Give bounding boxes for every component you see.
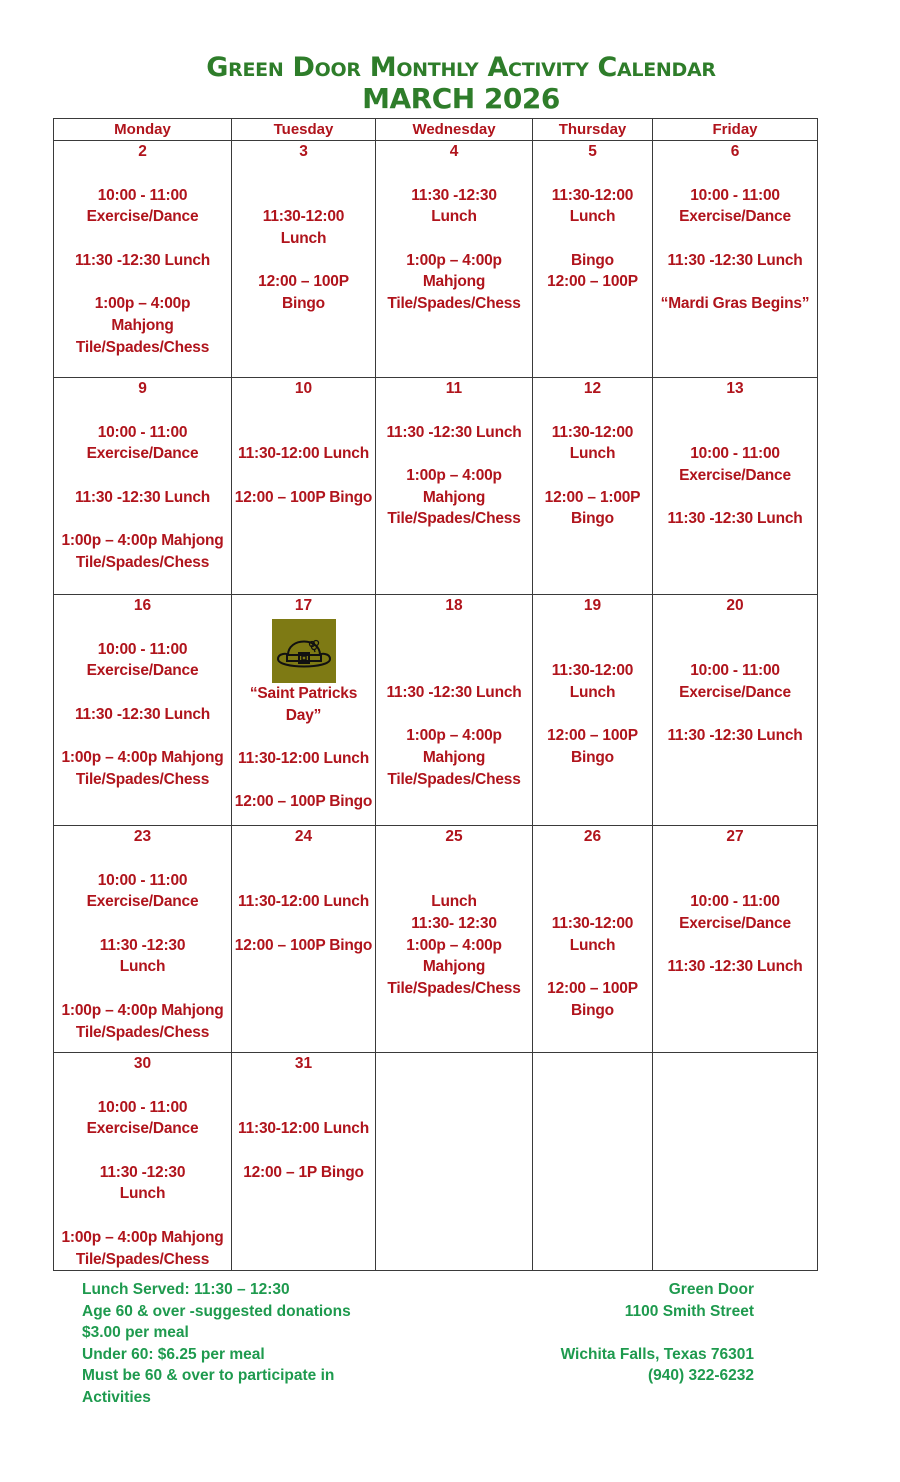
activity-line: Mahjong xyxy=(111,316,174,334)
activity-line xyxy=(376,400,532,422)
activity-line: 1:00p – 4:00p xyxy=(406,936,502,954)
day-cell xyxy=(376,826,533,1053)
activity-line: 11:30 -12:30 Lunch xyxy=(667,510,803,528)
day-cell xyxy=(533,141,653,378)
activity-line: 11:30 -12:30 Lunch xyxy=(386,684,522,702)
activity-list xyxy=(232,848,375,956)
activity-line xyxy=(232,913,375,935)
day-number: 23 xyxy=(133,828,152,845)
activity-line: 11:30 -12:30 xyxy=(99,1163,186,1181)
day-number: 11 xyxy=(445,380,463,397)
day-cell xyxy=(232,595,376,826)
day-number xyxy=(376,1053,532,1075)
activity-list xyxy=(54,400,231,574)
activity-line xyxy=(54,1140,231,1162)
activity-line xyxy=(653,870,817,892)
week-row xyxy=(54,141,818,378)
activity-line: Lunch xyxy=(569,936,616,954)
activity-line xyxy=(376,163,532,185)
activity-list xyxy=(653,848,817,978)
activity-list xyxy=(653,163,817,315)
activity-line: Bingo xyxy=(282,295,325,313)
activity-line xyxy=(533,891,652,913)
activity-line: Bingo xyxy=(571,749,614,767)
day-cell xyxy=(376,378,533,595)
day-number: 12 xyxy=(583,380,602,397)
activity-line: 1:00p – 4:00p Mahjong xyxy=(61,749,224,767)
activity-line xyxy=(533,704,652,726)
activity-line: 11:30-12:00 xyxy=(262,208,345,226)
day-cell xyxy=(232,141,376,378)
activity-line: 11:30-12:00 Lunch xyxy=(238,445,369,463)
activity-line: 11:30- 12:30 xyxy=(411,915,497,933)
activity-line: 11:30-12:00 Lunch xyxy=(238,893,369,911)
lunch-info-line: Lunch Served: 11:30 – 12:30 xyxy=(82,1281,290,1298)
activity-list xyxy=(653,400,817,530)
activity-line: 12:00 – 100P xyxy=(547,273,638,291)
address-line: 1100 Smith Street xyxy=(624,1302,754,1320)
activity-line xyxy=(653,639,817,661)
activity-line: Tile/Spades/Chess xyxy=(387,295,521,313)
empty-day-cell xyxy=(653,1053,818,1271)
activity-line xyxy=(54,508,231,530)
activity-line xyxy=(232,870,375,892)
activity-line xyxy=(232,422,375,444)
activity-line xyxy=(54,617,231,639)
activity-line: 1:00p – 4:00p xyxy=(406,467,502,485)
activity-line xyxy=(232,400,375,422)
activity-line: 11:30 -12:30 xyxy=(99,936,186,954)
activity-line: 12:00 – 100P xyxy=(258,273,349,291)
activity-line xyxy=(54,465,231,487)
day-number: 18 xyxy=(445,597,463,614)
address-line: Green Door xyxy=(668,1281,754,1298)
activity-line xyxy=(376,848,532,870)
activity-line: Tile/Spades/Chess xyxy=(75,553,210,571)
activity-line: Tile/Spades/Chess xyxy=(75,770,210,788)
activity-line xyxy=(54,1075,231,1097)
activity-line xyxy=(653,487,817,509)
activity-line: 11:30 -12:30 Lunch xyxy=(386,423,522,441)
activity-list xyxy=(533,617,652,769)
day-number: 5 xyxy=(588,143,597,160)
weekday-monday: Monday xyxy=(54,119,232,141)
activity-line: Tile/Spades/Chess xyxy=(387,510,521,528)
activity-line xyxy=(54,913,231,935)
activity-line: 10:00 - 11:00 xyxy=(97,423,188,441)
activity-list xyxy=(653,617,817,747)
weekday-friday: Friday xyxy=(653,119,818,141)
day-number: 4 xyxy=(449,143,459,160)
day-number xyxy=(653,1053,817,1075)
week-row xyxy=(54,826,818,1053)
activity-line: 1:00p – 4:00p Mahjong xyxy=(61,1001,224,1019)
activity-line: Bingo xyxy=(571,1001,614,1019)
activity-line: 10:00 - 11:00 xyxy=(97,186,188,204)
activity-line: Tile/Spades/Chess xyxy=(387,770,521,788)
address-line: (940) 322-6232 xyxy=(648,1367,754,1385)
activity-line xyxy=(54,228,231,250)
activity-line: Bingo xyxy=(571,510,614,528)
day-number: 19 xyxy=(583,597,602,614)
activity-line xyxy=(232,163,375,185)
activity-line: Exercise/Dance xyxy=(86,662,199,680)
activity-line xyxy=(653,617,817,639)
activity-list xyxy=(54,163,231,358)
weekday-wednesday: Wednesday xyxy=(376,119,533,141)
activity-list xyxy=(232,163,375,315)
day-number: 27 xyxy=(726,828,744,845)
day-number: 3 xyxy=(299,143,308,160)
day-cell xyxy=(376,141,533,378)
activity-line xyxy=(54,1205,231,1227)
activity-line xyxy=(54,978,231,1000)
activity-line: Exercise/Dance xyxy=(679,684,791,702)
activity-line xyxy=(533,639,652,661)
activity-line: Tile/Spades/Chess xyxy=(387,980,521,998)
activity-line xyxy=(232,726,375,748)
activity-line xyxy=(653,228,817,250)
activity-line xyxy=(376,639,532,661)
week-row xyxy=(54,595,818,826)
day-number: 25 xyxy=(445,828,463,845)
activity-line: 12:00 – 100P xyxy=(547,980,638,998)
activity-line: 11:30 -12:30 Lunch xyxy=(667,958,803,976)
activity-line: 10:00 - 11:00 xyxy=(690,186,780,204)
activity-line: 12:00 – 1:00P xyxy=(544,488,641,506)
activity-line xyxy=(533,400,652,422)
day-cell xyxy=(54,595,232,826)
day-number: 6 xyxy=(730,143,740,160)
activity-line xyxy=(653,935,817,957)
activity-line xyxy=(232,848,375,870)
day-number: 13 xyxy=(726,380,744,397)
activity-line: Exercise/Dance xyxy=(86,208,199,226)
day-cell xyxy=(54,1053,232,1271)
activity-line: 10:00 - 11:00 xyxy=(97,871,188,889)
activity-line: 11:30-12:00 xyxy=(551,662,634,680)
activity-list xyxy=(376,617,532,791)
address-info xyxy=(561,1279,754,1387)
activity-line: 12:00 – 100P Bingo xyxy=(234,793,373,811)
day-cell xyxy=(653,141,818,378)
empty-day-cell xyxy=(533,1053,653,1271)
activity-line xyxy=(232,770,375,792)
lunch-info-line: Under 60: $6.25 per meal xyxy=(82,1345,265,1363)
week-row xyxy=(54,1053,818,1271)
activity-list xyxy=(232,400,375,508)
activity-line: Lunch xyxy=(569,684,616,702)
activity-line: 10:00 - 11:00 xyxy=(97,640,188,658)
activity-line xyxy=(54,848,231,870)
activity-line xyxy=(232,1075,375,1097)
activity-line xyxy=(376,870,532,892)
activity-line xyxy=(232,1140,375,1162)
activity-line xyxy=(232,250,375,272)
activity-line: Exercise/Dance xyxy=(86,445,199,463)
activity-line: 10:00 - 11:00 xyxy=(97,1098,188,1116)
activity-line xyxy=(54,682,231,704)
activity-line xyxy=(653,163,817,185)
activity-line: 11:30 -12:30 Lunch xyxy=(74,251,211,269)
activity-line: “Mardi Gras Begins” xyxy=(660,295,810,313)
activity-list xyxy=(54,848,231,1043)
address-line: Wichita Falls, Texas 76301 xyxy=(560,1345,754,1363)
activity-line: 12:00 – 1P Bingo xyxy=(243,1163,364,1181)
activity-line: 12:00 – 100P xyxy=(547,727,638,745)
activity-line: 1:00p – 4:00p xyxy=(406,727,502,745)
weekday-thursday: Thursday xyxy=(533,119,653,141)
activity-line xyxy=(232,465,375,487)
activity-list xyxy=(533,400,652,530)
day-number: 20 xyxy=(726,597,744,614)
activity-line: “Saint Patricks xyxy=(249,685,358,702)
activity-line: 11:30-12:00 Lunch xyxy=(238,750,369,768)
day-cell xyxy=(232,826,376,1053)
activity-line xyxy=(533,617,652,639)
activity-line: 1:00p – 4:00p xyxy=(94,295,191,313)
lunch-info xyxy=(82,1279,351,1409)
activity-line: 11:30 -12:30 Lunch xyxy=(667,727,803,745)
day-cell xyxy=(533,595,653,826)
day-cell xyxy=(54,378,232,595)
activity-list xyxy=(376,848,532,1000)
activity-list xyxy=(376,163,532,315)
activity-line: 11:30-12:00 xyxy=(551,915,634,933)
activity-line: Tile/Spades/Chess xyxy=(75,1023,210,1041)
activity-line: Mahjong xyxy=(422,273,486,291)
address-line xyxy=(561,1322,754,1344)
activity-line xyxy=(533,163,652,185)
activity-list xyxy=(376,400,532,530)
activity-line xyxy=(376,704,532,726)
activity-line xyxy=(376,228,532,250)
activity-line: Exercise/Dance xyxy=(679,915,791,933)
day-number: 26 xyxy=(583,828,602,845)
activity-line: Lunch xyxy=(431,208,477,226)
activity-line: 10:00 - 11:00 xyxy=(690,445,780,463)
activity-line xyxy=(376,617,532,639)
leprechaun-hat-icon xyxy=(272,619,336,683)
activity-line: 12:00 – 100P Bingo xyxy=(234,936,373,954)
day-number: 9 xyxy=(138,380,147,397)
lunch-info-line: Activities xyxy=(82,1388,151,1406)
day-cell xyxy=(232,1053,376,1271)
calendar-table xyxy=(53,118,818,1271)
day-cell xyxy=(376,595,533,826)
activity-line xyxy=(533,870,652,892)
calendar-title xyxy=(0,52,900,114)
day-number: 10 xyxy=(294,380,313,397)
activity-line: Tile/Spades/Chess xyxy=(75,1250,210,1268)
day-number: 17 xyxy=(294,597,313,614)
day-cell xyxy=(232,378,376,595)
activity-line: Lunch xyxy=(280,230,327,248)
activity-line: 11:30-12:00 xyxy=(551,423,634,441)
activity-line: Exercise/Dance xyxy=(86,1120,199,1138)
activity-line xyxy=(533,465,652,487)
activity-line: 11:30 -12:30 Lunch xyxy=(667,251,803,269)
activity-line xyxy=(653,271,817,293)
activity-line xyxy=(54,400,231,422)
day-cell xyxy=(653,826,818,1053)
day-cell xyxy=(533,826,653,1053)
day-cell xyxy=(533,378,653,595)
lunch-info-line: Must be 60 & over to participate in xyxy=(82,1367,335,1385)
activity-line: Mahjong xyxy=(422,488,486,506)
day-number: 24 xyxy=(294,828,313,845)
activity-line: Tile/Spades/Chess xyxy=(75,338,210,356)
activity-list xyxy=(533,848,652,1022)
activity-line: 11:30 -12:30 Lunch xyxy=(74,705,211,723)
day-number: 2 xyxy=(138,143,147,160)
activity-line: 1:00p – 4:00p Mahjong xyxy=(61,1228,224,1246)
day-number: 16 xyxy=(133,597,152,614)
activity-line: Exercise/Dance xyxy=(679,208,791,226)
activity-line: Lunch xyxy=(569,208,616,226)
weekday-tuesday: Tuesday xyxy=(232,119,376,141)
activity-line: Mahjong xyxy=(422,958,486,976)
activity-line: 10:00 - 11:00 xyxy=(690,893,780,911)
day-number: 31 xyxy=(294,1055,313,1072)
week-row xyxy=(54,378,818,595)
activity-list xyxy=(54,617,231,791)
lunch-info-line: $3.00 per meal xyxy=(82,1324,189,1342)
day-cell xyxy=(54,141,232,378)
activity-line: Bingo xyxy=(571,251,614,269)
activity-line: Lunch xyxy=(569,445,616,463)
activity-line xyxy=(533,228,652,250)
activity-list xyxy=(54,1075,231,1270)
activity-line xyxy=(653,704,817,726)
activity-line xyxy=(54,725,231,747)
activity-line xyxy=(232,185,375,207)
weekday-header-row xyxy=(54,119,818,141)
title-line-1: Green Door Monthly Activity Calendar xyxy=(206,52,716,83)
activity-line: 12:00 – 100P Bingo xyxy=(234,488,373,506)
day-cell xyxy=(653,595,818,826)
activity-line xyxy=(653,400,817,422)
activity-line xyxy=(376,660,532,682)
lunch-info-line: Age 60 & over -suggested donations xyxy=(82,1302,351,1320)
activity-line: 11:30 -12:30 xyxy=(411,186,497,204)
activity-line: Day” xyxy=(285,706,322,724)
activity-line xyxy=(54,163,231,185)
day-number: 30 xyxy=(133,1055,152,1072)
activity-line xyxy=(653,848,817,870)
activity-line: 11:30-12:00 Lunch xyxy=(238,1120,369,1138)
activity-list xyxy=(533,163,652,293)
activity-line xyxy=(54,271,231,293)
activity-line: Exercise/Dance xyxy=(679,467,791,485)
title-month-year: MARCH 2026 xyxy=(362,82,560,115)
day-cell xyxy=(54,826,232,1053)
empty-day-cell xyxy=(376,1053,533,1271)
activity-line: 10:00 - 11:00 xyxy=(690,662,780,680)
activity-line: Mahjong xyxy=(422,749,486,767)
day-cell xyxy=(653,378,818,595)
activity-line: 1:00p – 4:00p xyxy=(406,251,502,269)
activity-line: Exercise/Dance xyxy=(86,893,199,911)
activity-line: 11:30 -12:30 Lunch xyxy=(74,488,211,506)
activity-line: 11:30-12:00 xyxy=(551,186,634,204)
activity-line: 1:00p – 4:00p Mahjong xyxy=(61,532,224,550)
activity-line xyxy=(376,443,532,465)
activity-line xyxy=(232,1097,375,1119)
activity-line: Lunch xyxy=(431,893,477,911)
activity-list xyxy=(232,1075,375,1183)
activity-line xyxy=(533,956,652,978)
activity-line: Lunch xyxy=(119,958,166,976)
activity-list xyxy=(232,683,375,813)
day-number xyxy=(533,1053,652,1075)
activity-line xyxy=(533,848,652,870)
activity-line: Lunch xyxy=(119,1185,166,1203)
activity-line xyxy=(653,422,817,444)
